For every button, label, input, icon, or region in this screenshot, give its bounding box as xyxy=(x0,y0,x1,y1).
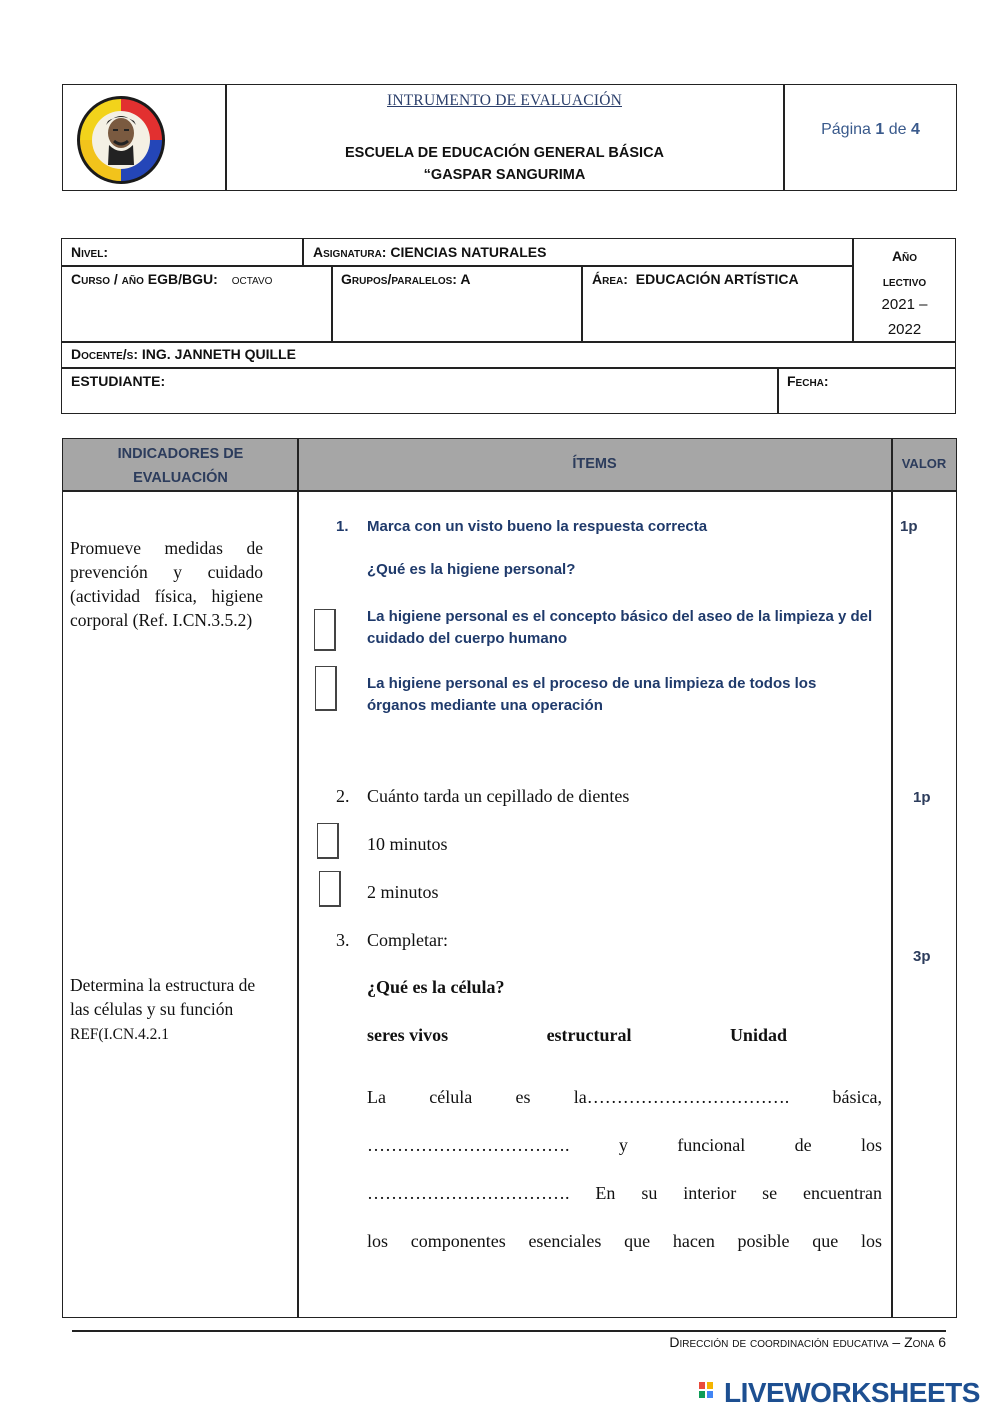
liveworksheets-logo-icon xyxy=(698,1381,722,1405)
page-prefix: Página xyxy=(821,121,871,138)
area-label: Área: xyxy=(592,271,628,287)
grupos-value: A xyxy=(460,271,471,287)
footer-rule xyxy=(72,1330,946,1332)
ano-label xyxy=(853,244,956,294)
eval-col-line xyxy=(891,438,893,1318)
col-items-header: ÍTEMS xyxy=(572,456,617,472)
school-logo-emblem xyxy=(76,95,166,185)
eval-col-line xyxy=(297,438,299,1318)
indicator-2-ref: REF(I.CN.4.2.1 xyxy=(70,1026,170,1043)
fecha-label: Fecha: xyxy=(787,373,829,389)
q3-word1: seres vivos xyxy=(367,1025,449,1045)
info-col-line xyxy=(331,265,333,342)
q1-option2-text: La higiene personal es el proceso de una limpieza de todos los órganos mediante una operación xyxy=(367,675,817,714)
indicator-1: Promueve medidas de prevención y cuidado (actividad física, higiene corporal (Ref. I.CN.3.5.2) xyxy=(70,538,263,630)
q2-option1-checkbox[interactable] xyxy=(317,823,339,859)
q1-option1-text: La higiene personal es el concepto básico del aseo de la limpieza y del cuidado del cuerpo humano xyxy=(367,608,873,647)
indicator-2-main: Determina la estructura de las células y su función xyxy=(70,975,256,1019)
q3-word-bank xyxy=(367,1025,787,1046)
curso-field xyxy=(71,271,272,287)
q3-line1: La célula es la……………………………. básica, xyxy=(367,1087,882,1107)
info-row-line xyxy=(61,367,956,369)
info-col-line xyxy=(777,367,779,414)
page-of: de xyxy=(888,121,907,138)
footer-text: Dirección de coordinación educativa – Zona 6 xyxy=(669,1334,946,1350)
estudiante-label: ESTUDIANTE: xyxy=(71,373,166,389)
grupos-field xyxy=(341,271,470,287)
q1-text: Marca con un visto bueno la respuesta correcta xyxy=(367,518,708,535)
q3-question: ¿Qué es la célula? xyxy=(367,977,505,997)
q2-number: 2. xyxy=(336,786,350,806)
docente-value: ING. JANNETH QUILLE xyxy=(141,346,296,362)
q3-valor: 3p xyxy=(913,948,931,965)
q1-number: 1. xyxy=(336,518,349,535)
info-col-line xyxy=(581,265,583,342)
ano-label-line2: lectivo xyxy=(882,273,927,289)
page-current: 1 xyxy=(875,121,885,138)
page-total: 4 xyxy=(910,121,920,138)
q3-word3: Unidad xyxy=(729,1025,787,1045)
page-number xyxy=(784,121,957,139)
info-col-line xyxy=(302,238,304,266)
instrument-title: INTRUMENTO DE EVALUACIÓN xyxy=(387,92,622,109)
school-name: ESCUELA DE EDUCACIÓN GENERAL BÁSICA xyxy=(344,145,665,161)
area-value: EDUCACIÓN ARTÍSTICA xyxy=(635,271,799,287)
q2-valor: 1p xyxy=(913,789,931,806)
nivel-label: Nivel: xyxy=(71,244,108,260)
q3-line3: ……………………………. En su interior se encuentran xyxy=(367,1183,882,1203)
q3-line2: ……………………………. y funcional de los xyxy=(367,1135,882,1155)
asignatura-value: CIENCIAS NATURALES xyxy=(390,244,547,260)
q3-number: 3. xyxy=(336,930,350,950)
q3-line4: los componentes esenciales que hacen posible que los xyxy=(367,1231,882,1251)
info-row-line xyxy=(61,341,956,343)
q3-paragraph xyxy=(367,1073,882,1265)
col-indicadores-header: INDICADORES DE EVALUACIÓN xyxy=(117,446,244,486)
curso-label: Curso / año EGB/BGU: xyxy=(71,271,218,287)
curso-value: octavo xyxy=(231,271,273,287)
col-valor-header: VALOR xyxy=(901,456,947,471)
q2-option1-text: 10 minutos xyxy=(367,834,448,854)
docente-label: Docente/s: xyxy=(71,346,139,362)
school-name-line2: “GASPAR SANGURIMA xyxy=(423,167,586,183)
school-logo xyxy=(76,95,166,185)
q2-option2-checkbox[interactable] xyxy=(319,871,341,907)
fecha-input[interactable] xyxy=(840,370,950,410)
info-row-line xyxy=(61,265,853,267)
eval-header-line xyxy=(62,490,957,492)
q1-option1-checkbox[interactable] xyxy=(314,609,336,651)
q2-text: Cuánto tarda un cepillado de dientes xyxy=(367,786,630,806)
q2-option2-text: 2 minutos xyxy=(367,882,439,902)
ano-value xyxy=(853,292,956,342)
asignatura-label: Asignatura: xyxy=(313,244,387,260)
ano-value-line2: 2022 xyxy=(887,321,922,338)
docente-field xyxy=(71,346,296,362)
area-field xyxy=(592,271,799,287)
q1-option2-checkbox[interactable] xyxy=(315,666,337,711)
q1-valor: 1p xyxy=(900,518,918,535)
asignatura-field xyxy=(313,244,546,260)
q3-word2: estructural xyxy=(546,1025,632,1045)
ano-label-line1: Año xyxy=(891,248,918,264)
q1-question: ¿Qué es la higiene personal? xyxy=(367,561,576,578)
q3-text: Completar: xyxy=(367,930,448,950)
grupos-label: Grupos/paralelos: xyxy=(341,271,457,287)
ano-value-line1: 2021 – xyxy=(881,296,928,313)
liveworksheets-brand-text: LIVEWORKSHEETS xyxy=(724,1377,980,1408)
estudiante-input[interactable] xyxy=(180,370,770,410)
indicator-2 xyxy=(70,973,270,1047)
liveworksheets-brand[interactable] xyxy=(698,1378,980,1408)
